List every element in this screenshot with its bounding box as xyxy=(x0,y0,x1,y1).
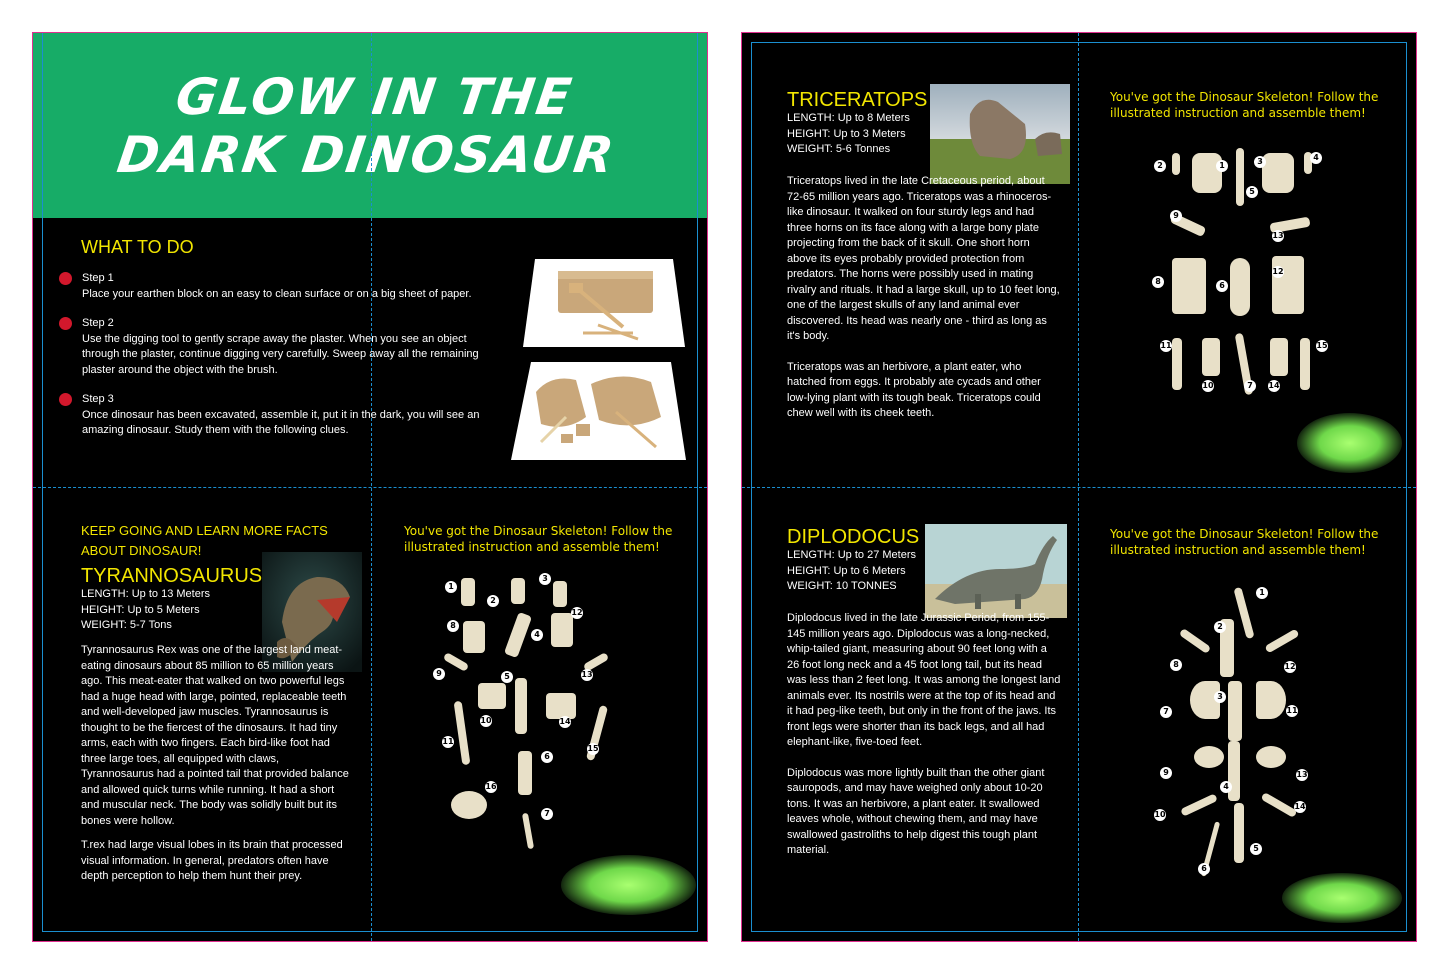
trex-skeleton-caption: You've got the Dinosaur Skeleton! Follow the illustrated instruction and assemble them! xyxy=(404,524,673,554)
weight-stat: WEIGHT: 10 TONNES xyxy=(787,580,897,592)
right-page xyxy=(741,32,1417,942)
triceratops-paragraph-2: Triceratops was an herbivore, a plant eater, who hatched from eggs. It probably ate cycads and other low-lying plant with its tough beak. Triceratops could chew well with its cheek teeth. xyxy=(787,360,1041,419)
step-label: Step 3 xyxy=(82,393,114,405)
title-line-2: DARK DINOSAUR xyxy=(113,125,619,184)
part-number: 9 xyxy=(1160,767,1172,779)
step-text: Use the digging tool to gently scrape away the plaster. When you see an object through the plaster, continue digging very carefully. Sweep away all the remaining plaster around the object with the brush. xyxy=(82,332,479,376)
part-number: 5 xyxy=(1246,186,1258,198)
part-number: 1 xyxy=(1256,587,1268,599)
part-number: 6 xyxy=(1198,863,1210,875)
step-label: Step 1 xyxy=(82,272,114,284)
height-stat: HEIGHT: Up to 3 Meters xyxy=(787,127,906,140)
triceratops-description xyxy=(787,174,1062,431)
weight-stat: WEIGHT: 5-7 Tons xyxy=(81,619,172,631)
part-number: 10 xyxy=(1154,810,1166,819)
length-stat: LENGTH: Up to 13 Meters xyxy=(81,588,210,600)
length-stat: LENGTH: Up to 27 Meters xyxy=(787,549,916,561)
part-number: 12 xyxy=(571,608,583,617)
diplodocus-paragraph-1: Diplodocus lived in the late Jurassic Period, from 155-145 million years ago. Diplodocus was a long-necked, whip-tailed giant, measuring about 90 feet long with a 26 foot long neck and a 45 foot long tail, but its head was less than 2 feet long. It was among the longest land animals ever. Its nostrils were at the top of its head and it had peg-like teeth, but only in the front of the jaws. Its front legs were shorter than its back legs, and all had elephant-like, five-toed feet. xyxy=(787,612,1061,748)
part-number: 12 xyxy=(1284,662,1296,671)
part-number: 14 xyxy=(559,717,571,726)
part-number: 7 xyxy=(541,808,553,820)
part-number: 15 xyxy=(1316,341,1328,350)
height-stat: HEIGHT: Up to 5 Meters xyxy=(81,603,200,616)
part-number: 8 xyxy=(1170,659,1182,671)
title-banner xyxy=(33,33,707,218)
triceratops-photo xyxy=(930,84,1070,184)
triceratops-paragraph-1: Triceratops lived in the late Cretaceous period, about 72-65 million years ago. Triceratops was a rhinoceros-like dinosaur. It walked on four sturdy legs and had three horns on its face along with a large bony plate projecting from the back of it skull. One short horn above its eyes probably provided protection from predators. The horns were possibly used in mating rivalry and rituals. It had a large skull, up to 10 feet long, one of the largest skulls of any land animal ever discovered. Its head was nearly one - third as long as it's body. xyxy=(787,175,1060,342)
diplodocus-photo xyxy=(925,524,1067,618)
diplodocus-skeleton-parts xyxy=(1154,581,1330,873)
part-number: 7 xyxy=(1244,380,1256,392)
part-number: 9 xyxy=(433,668,445,680)
part-number: 6 xyxy=(1216,280,1228,292)
diplodocus-stats xyxy=(787,526,937,595)
diplodocus-paragraph-2: Diplodocus was more lightly built than the other giant sauropods, and may have weighed only about 10-20 tons. It was an herbivore, a plant eater. It swallowed leaves whole, without chewing them, and may have swallowed gastroliths to help digest this tough plant material. xyxy=(787,766,1045,856)
part-number: 6 xyxy=(541,751,553,763)
step-text: Place your earthen block on an easy to clean surface or on a big sheet of paper. xyxy=(82,287,472,300)
part-number: 3 xyxy=(1214,691,1226,703)
dinosaur-name: TRICERATOPS xyxy=(787,89,928,111)
step-item xyxy=(53,392,493,439)
triceratops-skeleton-caption: You've got the Dinosaur Skeleton! Follow the illustrated instruction and assemble them! xyxy=(1110,90,1379,120)
diplodocus-skeleton-caption: You've got the Dinosaur Skeleton! Follow the illustrated instruction and assemble them! xyxy=(1110,527,1379,557)
trex-skeleton-parts xyxy=(433,573,613,843)
part-number: 16 xyxy=(485,782,497,791)
part-number: 4 xyxy=(531,629,543,641)
part-number: 9 xyxy=(1170,210,1182,222)
part-number: 10 xyxy=(480,716,492,725)
what-to-do-heading: WHAT TO DO xyxy=(81,237,194,257)
part-number: 3 xyxy=(539,573,551,585)
triceratops-stats xyxy=(787,89,937,158)
part-number: 13 xyxy=(581,670,593,679)
trex-paragraph-1: Tyrannosaurus Rex was one of the largest land meat-eating dinosaurs about 85 million to 65 million years ago. This meat-eater that walked on two powerful legs had a huge head with large, pointed, replaceable teeth and well-developed jaw muscles. Tyrannosaurus is thought to be the fiercest of the dinosaurs. It had tiny arms, each with two fingers. Each bird-like foot had three large toes, all equipped with claws, Tyrannosaurus had a pointed tail that provided balance and allowed quick turns while running. It had a short and muscular neck. The body was solidly built but its bones were hollow. xyxy=(81,644,349,827)
trex-stats xyxy=(81,565,261,634)
glowing-diplodocus-skeleton xyxy=(1282,873,1402,923)
part-number: 11 xyxy=(442,737,454,746)
bullet-dot-icon xyxy=(59,317,72,330)
trex-paragraph-2: T.rex had large visual lobes in its brain that processed visual information. In general, predators often have depth perception to help them hunt their prey. xyxy=(81,839,343,882)
trex-description xyxy=(81,643,351,894)
bullet-dot-icon xyxy=(59,272,72,285)
excavated-block-photo xyxy=(511,362,686,460)
step-item xyxy=(53,271,493,302)
step-text: Once dinosaur has been excavated, assemble it, put it in the dark, you will see an amazing dinosaur. Study them with the following clues. xyxy=(82,408,480,436)
glowing-triceratops-skeleton xyxy=(1297,413,1402,473)
part-number: 13 xyxy=(1272,231,1284,240)
length-stat: LENGTH: Up to 8 Meters xyxy=(787,112,910,124)
part-number: 2 xyxy=(1154,160,1166,172)
page-title xyxy=(113,68,626,184)
part-number: 1 xyxy=(1216,160,1228,172)
part-number: 4 xyxy=(1310,152,1322,164)
part-number: 15 xyxy=(587,744,599,753)
glowing-trex-skeleton xyxy=(561,855,696,915)
title-line-1: GLOW IN THE xyxy=(171,67,577,126)
part-number: 5 xyxy=(1250,843,1262,855)
learn-more-heading: KEEP GOING AND LEARN MORE FACTS ABOUT DINOSAUR! xyxy=(81,523,328,558)
part-number: 8 xyxy=(1152,276,1164,288)
step-item xyxy=(53,316,493,378)
part-number: 2 xyxy=(1214,621,1226,633)
part-number: 13 xyxy=(1296,770,1308,779)
part-number: 8 xyxy=(447,620,459,632)
part-number: 10 xyxy=(1202,381,1214,390)
part-number: 14 xyxy=(1294,802,1306,811)
plaster-block-photo xyxy=(523,259,685,347)
height-stat: HEIGHT: Up to 6 Meters xyxy=(787,564,906,577)
triceratops-skeleton-parts xyxy=(1152,148,1332,408)
part-number: 12 xyxy=(1272,267,1284,276)
diplodocus-description xyxy=(787,611,1062,868)
part-number: 14 xyxy=(1268,381,1280,390)
part-number: 11 xyxy=(1286,706,1298,715)
dinosaur-name: TYRANNOSAURUS xyxy=(81,565,263,587)
fold-line-horizontal xyxy=(33,487,707,488)
left-page xyxy=(32,32,708,942)
part-number: 1 xyxy=(445,581,457,593)
weight-stat: WEIGHT: 5-6 Tonnes xyxy=(787,143,891,155)
bullet-dot-icon xyxy=(59,393,72,406)
step-label: Step 2 xyxy=(82,317,114,329)
part-number: 4 xyxy=(1220,781,1232,793)
dinosaur-name: DIPLODOCUS xyxy=(787,526,920,548)
fold-line-horizontal xyxy=(742,487,1416,488)
part-number: 2 xyxy=(487,595,499,607)
steps-list xyxy=(53,271,493,453)
part-number: 7 xyxy=(1160,706,1172,718)
part-number: 11 xyxy=(1160,341,1172,350)
part-number: 3 xyxy=(1254,156,1266,168)
part-number: 5 xyxy=(501,671,513,683)
